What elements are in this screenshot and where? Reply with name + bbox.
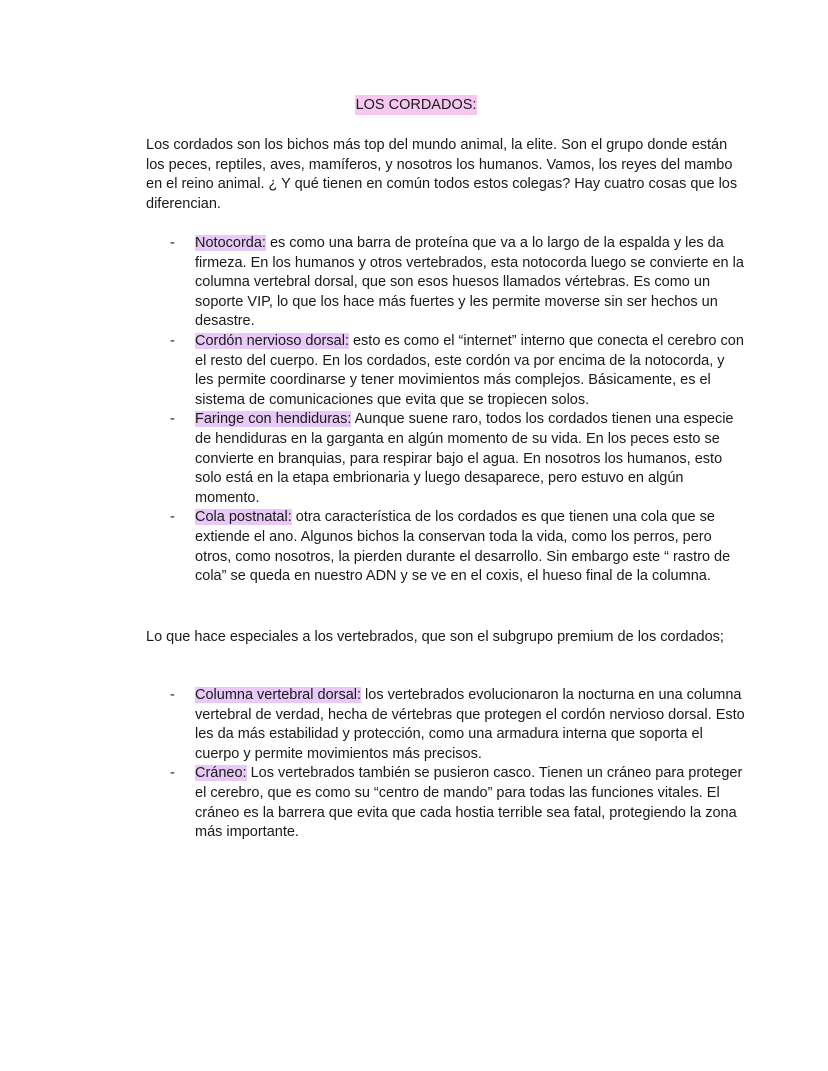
term-highlight: Cráneo:	[195, 765, 247, 782]
list-item	[146, 764, 746, 842]
list-item	[146, 332, 746, 410]
term-description: es como una barra de proteína que va a lo largo de la espalda y les da firmeza. En los humanos y otros vertebrados, esta notocorda luego se convierte en la columna vertebral dorsal, que son esos huesos llamados vértebras. Es como un soporte VIP, lo que los hace más fuertes y les permite moverse sin ser hechos un desastre.	[195, 235, 744, 330]
term-description: otra característica de los cordados es que tienen una cola que se extiende el ano. Algunos bichos la conservan toda la vida, como los perros, pero otros, como nosotros, la pierden durante el desarrollo. Sin embargo este “ rastro de cola” se queda en nuestro ADN y se ve en el coxis, el hueso final de la columna.	[195, 509, 731, 585]
term-highlight: Cordón nervioso dorsal:	[195, 332, 349, 349]
term-highlight: Columna vertebral dorsal:	[195, 687, 362, 703]
list-item	[146, 234, 746, 332]
term-highlight: Notocorda:	[195, 235, 266, 251]
bullet-dash: -	[170, 765, 175, 782]
list-item	[146, 508, 746, 586]
vertebrate-traits-list	[146, 686, 746, 843]
bullet-dash: -	[170, 509, 175, 526]
term-highlight: Cola postnatal:	[195, 509, 292, 526]
bullet-dash: -	[170, 411, 175, 428]
list-item	[146, 410, 746, 508]
term-description: esto es como el “internet” interno que conecta el cerebro con el resto del cuerpo. En los cordados, este cordón va por encima de la notocorda, y les permite coordinarse y tener movimientos más complejos. Básicamente, es el sistema de comunicaciones que evita que se tropiecen solos.	[195, 332, 744, 408]
term-description: Aunque suene raro, todos los cordados tienen una especie de hendiduras en la garganta en algún momento de su vida. En los peces esto se convierte en branquias, para respirar bajo el agua. En nosotros los humanos, esto solo está en la etapa embrionaria y luego desaparece, pero estuvo en algún momento.	[195, 411, 734, 506]
document-title: LOS CORDADOS:	[355, 97, 477, 113]
term-description: Los vertebrados también se pusieron casco. Tienen un cráneo para proteger el cerebro, que es como su “centro de mando” para todas las funciones vitales. El cráneo es la barrera que evita que cada hostia terrible sea fatal, protegiendo la zona más importante.	[195, 765, 743, 841]
list-item	[146, 686, 746, 764]
characteristics-list	[146, 234, 746, 587]
intro-paragraph: Los cordados son los bichos más top del mundo animal, la elite. Son el grupo donde están los peces, reptiles, aves, mamíferos, y nosotros los humanos. Vamos, los reyes del mambo en el reino animal. ¿ Y qué tienen en común todos estos colegas? Hay cuatro cosas que los diferencian.	[146, 137, 738, 212]
title-row	[0, 95, 828, 115]
bullet-dash: -	[170, 332, 175, 349]
bullet-dash: -	[170, 235, 175, 251]
bullet-dash: -	[170, 687, 175, 703]
term-highlight: Faringe con hendiduras:	[195, 411, 352, 428]
vertebrates-intro-paragraph: Lo que hace especiales a los vertebrados, que son el subgrupo premium de los cordados;	[146, 629, 724, 645]
term-description: los vertebrados evolucionaron la nocturna en una columna vertebral de verdad, hecha de vértebras que protegen el cordón nervioso dorsal. Esto les da más estabilidad y protección, como una armadura interna que soporta el cuerpo y permite movimientos más precisos.	[195, 687, 745, 762]
